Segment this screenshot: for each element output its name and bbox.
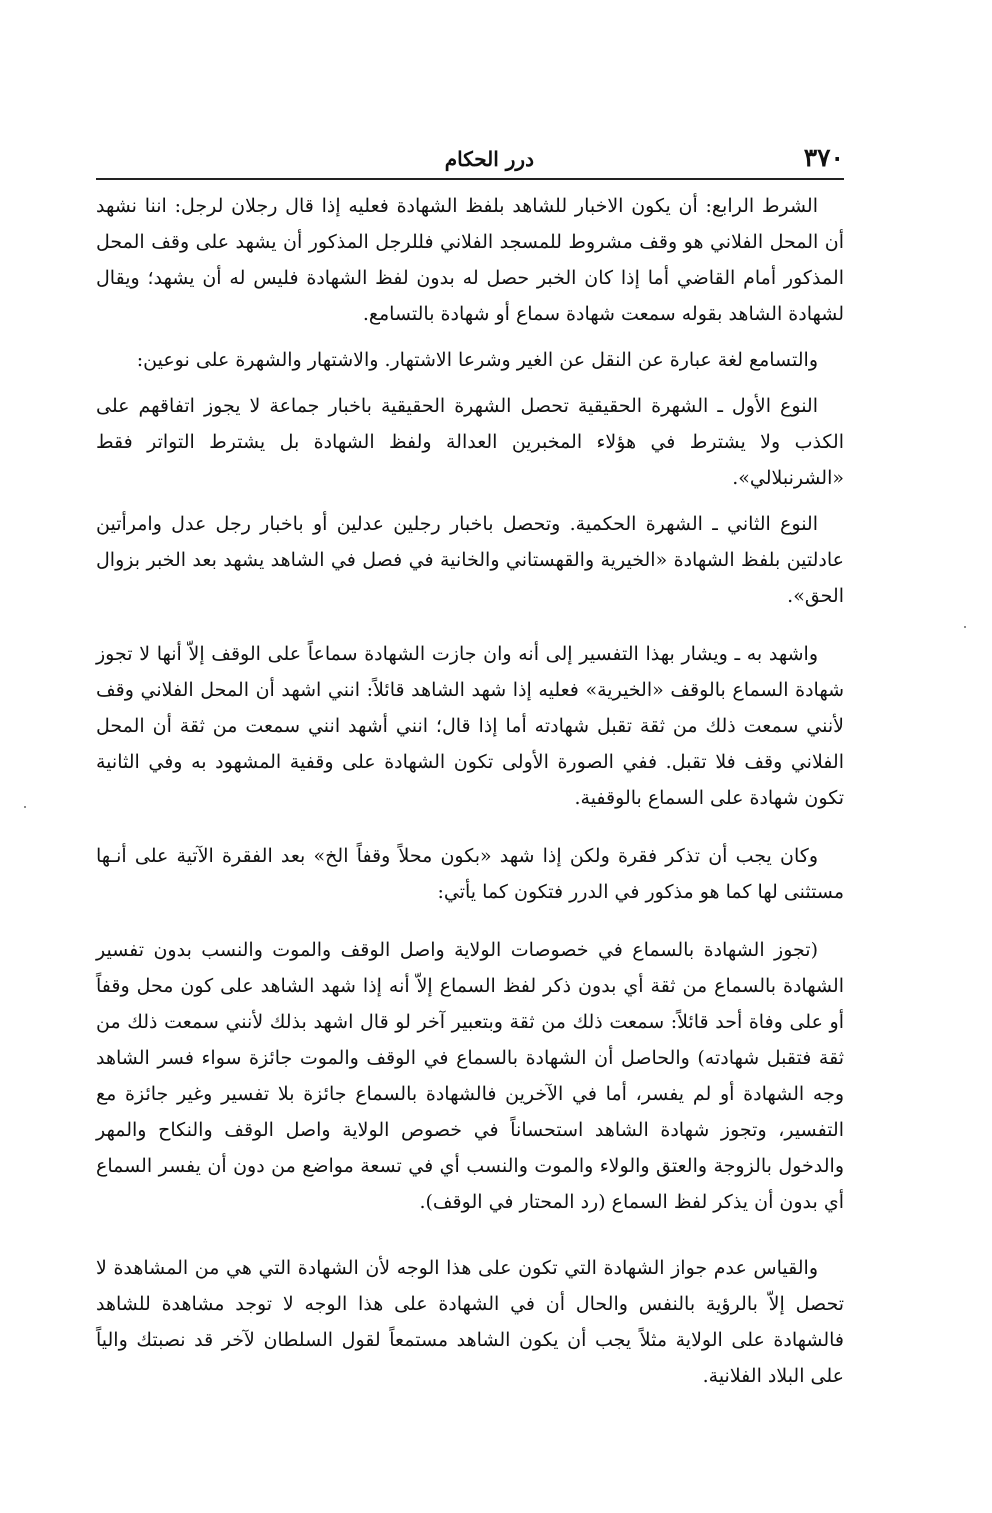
paragraph-tasamu-definition: والتسامع لغة عبارة عن النقل عن الغير وشرعا الاشتهار. والاشتهار والشهرة على نوعين:	[136, 349, 818, 371]
header-rule	[96, 178, 844, 180]
paragraph-fourth-condition: الشرط الرابع: أن يكون الاخبار للشاهد بلفظ الشهادة فعليه إذا قال رجلان لرجل: اننا نشهد أن المحل الفلاني هو وقف مشروط للمسجد الفلاني فللرجل المذكور أن يشهد على وقف المحل المذكور أمام القاضي أما إذا كان الخبر حصل له بدون لفظ الشهادة فليس له أن يشهد؛ ويقال لشهادة الشاهد بقوله سمعت شهادة سماع أو شهادة بالتسامع.	[96, 195, 844, 325]
paragraph-wa-ashhadu-bihi: واشهد به ـ ويشار بهذا التفسير إلى أنه وان جازت الشهادة سماعاً على الوقف إلاّ أنها لا تجوز شهادة السماع بالوقف «الخيرية» فعليه إذا شهد الشاهد قائلاً: انني اشهد أن المحل الفلاني وقف لأنني سمعت ذلك من ثقة تقبل شهادته أما إذا قال؛ انني أشهد انني سمعت من ثقة أن المحل الفلاني وقف فلا تقبل. ففي الصورة الأولى تكون الشهادة على وقفية المشهود به وفي الثانية تكون شهادة على السماع بالوقفية.	[96, 643, 844, 809]
paragraph-missing-clause: وكان يجب أن تذكر فقرة ولكن إذا شهد «بكون محلاً وقفاً الخ» بعد الفقرة الآتية على أنـها مستثنى لها كما هو مذكور في الدرر فتكون كما يأتي:	[96, 845, 844, 903]
paragraph-analogy: والقياس عدم جواز الشهادة التي تكون على هذا الوجه لأن الشهادة التي هي من المشاهدة لا تحصل إلاّ بالرؤية بالنفس والحال أن في الشهادة على هذا الوجه لا توجد مشاهدة للشاهد فالشهادة على الولاية مثلاً يجب أن يكون الشاهد مستمعاً لقول السلطان لآخر قد نصبتك والياً على البلاد الفلانية.	[96, 1257, 844, 1387]
paragraph-second-type: النوع الثاني ـ الشهرة الحكمية. وتحصل باخبار رجلين عدلين أو باخبار رجل عدل وامرأتين عادلتين بلفظ الشهادة «الخيرية والقهستاني والخانية في فصل في الشاهد يشهد بعد الخبر بزوال الحق».	[96, 513, 844, 607]
running-title: درر الحكام	[444, 147, 534, 171]
scan-speck	[24, 806, 26, 808]
paragraph-hearsay-testimony: (تجوز الشهادة بالسماع في خصوصات الولاية واصل الوقف والموت والنسب بدون تفسير الشهادة بالسماع من ثقة أي بدون ذكر لفظ السماع إلاّ أنه إذا شهد الشاهد على كون محل وقفاً أو على وفاة أحد قائلاً: سمعت ذلك من ثقة وبتعبير آخر لو قال اشهد بذلك لأنني سمعت ذلك من ثقة فتقبل شهادته) والحاصل أن الشهادة بالسماع في الوقف والموت جائزة سواء فسر الشاهد وجه الشهادة أو لم يفسر، أما في الآخرين فالشهادة بالسماع جائزة بلا تفسير وغير جائزة مع التفسير، وتجوز شهادة الشاهد استحساناً في خصوص الولاية واصل الوقف والنكاح والمهر والدخول بالزوجة والعتق والولاء والموت والنسب أي في تسعة مواضع من دون أن يفسر السماع أي بدون أن يذكر لفظ السماع (رد المحتار في الوقف).	[96, 939, 844, 1213]
scan-speck	[964, 626, 966, 628]
page-body	[96, 188, 844, 1394]
page-number: ٣٧٠	[803, 143, 844, 172]
page-header	[96, 142, 844, 182]
paragraph-first-type: النوع الأول ـ الشهرة الحقيقية تحصل الشهرة الحقيقية باخبار جماعة لا يجوز اتفاقهم على الكذب ولا يشترط في هؤلاء المخبرين العدالة ولفظ الشهادة بل يشترط التواتر فقط «الشرنبلالي».	[96, 395, 844, 489]
